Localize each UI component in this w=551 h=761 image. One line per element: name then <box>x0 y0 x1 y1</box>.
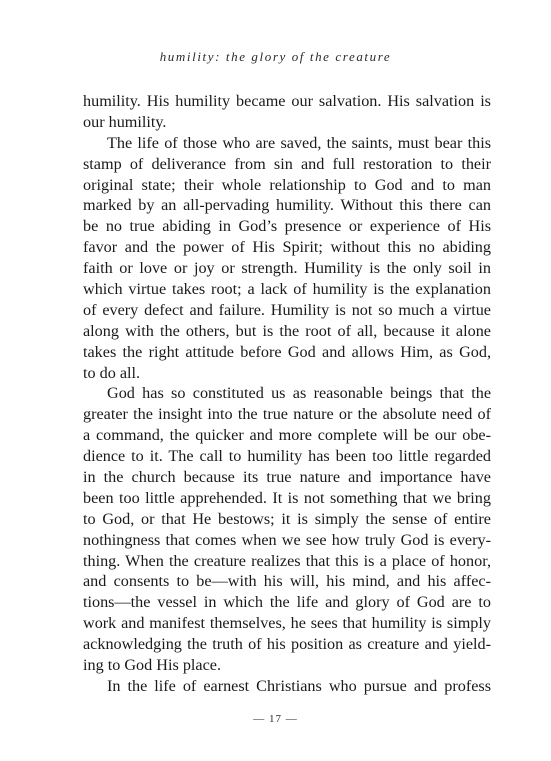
text-line: work and manifest themselves, he sees that humility is simply <box>83 614 491 633</box>
text-line: God has so constituted us as reasonable beings that the <box>107 384 491 403</box>
text-line: dience to it. The call to humility has been too little regarded <box>83 447 491 466</box>
body-text <box>83 91 491 697</box>
text-line: nothingness that comes when we see how truly God is every- <box>83 530 491 549</box>
text-line: in the church because its true nature and importance have <box>83 468 491 487</box>
text-line: thing. When the creature realizes that this is a place of honor, <box>83 551 491 570</box>
text-line: faith or love or joy or strength. Humility is the only soil in <box>83 259 491 278</box>
text-line: along with the others, but is the root of all, because it alone <box>83 321 491 340</box>
text-line: humility. His humility became our salvation. His salvation is <box>83 92 491 110</box>
text-line: to God, or that He bestows; it is simply the sense of entire <box>83 509 491 528</box>
text-line: and consents to be—with his will, his mind, and his affec- <box>83 572 491 591</box>
text-line: tions—the vessel in which the life and glory of God are to <box>83 593 491 612</box>
text-line: marked by an all-pervading humility. Without this there can <box>83 196 491 215</box>
text-line: to do all. <box>83 363 141 382</box>
text-line: ing to God His place. <box>83 656 222 675</box>
text-line: a command, the quicker and more complete will be our obe- <box>83 426 491 445</box>
text-line: takes the right attitude before God and allows Him, as God, <box>83 342 491 361</box>
page-number: — 17 — <box>253 713 298 725</box>
text-line: of every defect and failure. Humility is not so much a virtue <box>83 300 491 319</box>
text-line: our humility. <box>83 112 167 131</box>
text-line: The life of those who are saved, the saints, must bear this <box>107 133 491 152</box>
text-line: which virtue takes root; a lack of humility is the explanation <box>83 280 491 299</box>
text-line: stamp of deliverance from sin and full restoration to their <box>83 154 491 173</box>
text-line: greater the insight into the true nature or the absolute need of <box>83 405 491 424</box>
text-line: be no true abiding in God’s presence or experience of His <box>83 217 491 236</box>
text-line: been too little apprehended. It is not something that we bring <box>83 488 491 507</box>
text-line: original state; their whole relationship to God and to man <box>83 175 491 194</box>
text-line: In the life of earnest Christians who pursue and profess <box>107 676 491 695</box>
running-head: humility: the glory of the creature <box>159 49 392 64</box>
text-line: acknowledging the truth of his position as creature and yield- <box>83 635 491 654</box>
text-line: favor and the power of His Spirit; without this no abiding <box>83 238 491 257</box>
